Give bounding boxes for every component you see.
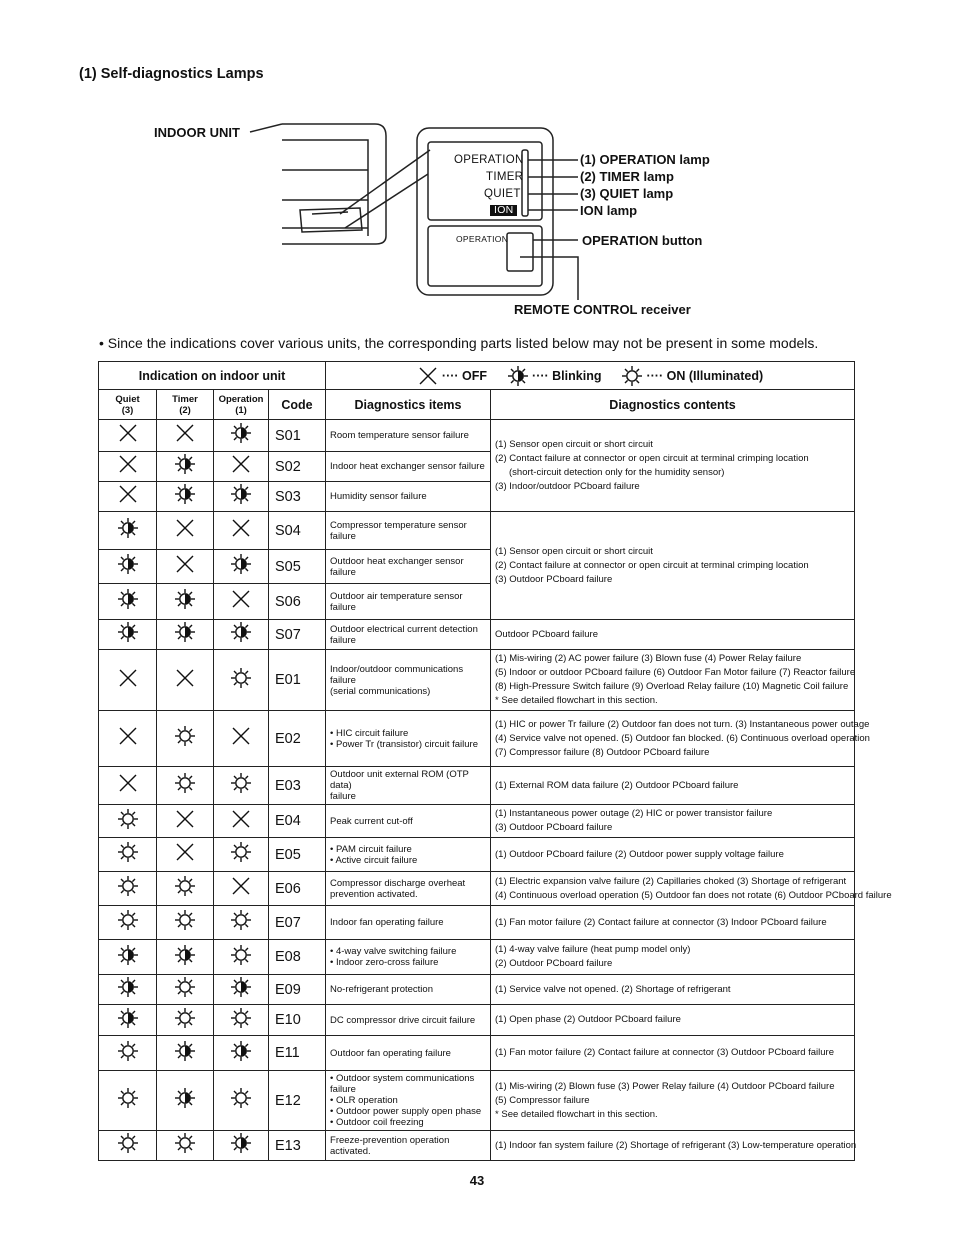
lamp-off-icon (230, 725, 252, 747)
quiet-lamp-label: (3) QUIET lamp (580, 186, 674, 201)
lamp-off-icon (174, 808, 196, 830)
operation-lamp-cell (214, 550, 269, 584)
legend-blinking-label: ···· Blinking (532, 368, 602, 383)
lamp-on-icon (117, 1087, 139, 1109)
timer-lamp-cell (157, 482, 214, 512)
diagnostics-contents-line: (1) Instantaneous power outage (2) HIC or power transistor failure (495, 808, 773, 819)
lamp-blinking-icon (230, 553, 252, 575)
panel-quiet-text: QUIET (484, 188, 521, 200)
table-row (99, 805, 855, 838)
diagnostics-contents-line: (1) Outdoor PCboard failure (2) Outdoor power supply voltage failure (495, 848, 784, 860)
lamp-on-icon (174, 1007, 196, 1029)
lamp-blinking-icon (230, 1040, 252, 1062)
lamp-blinking-icon (117, 944, 139, 966)
diagnostics-contents (491, 1005, 855, 1036)
lamp-on-icon (230, 1087, 252, 1109)
diagnostics-item-line: Freeze-prevention operation activated. (330, 1134, 450, 1157)
diagnostics-contents-line: (1) External ROM data failure (2) Outdoor PCboard failure (495, 779, 739, 791)
lamp-blinking-icon (174, 621, 196, 643)
lamp-off-icon (117, 667, 139, 689)
legend-header (326, 362, 855, 390)
lamp-blinking-icon (174, 944, 196, 966)
diagnostics-item-line: Outdoor fan operating failure (330, 1047, 451, 1059)
timer-lamp-cell (157, 650, 214, 711)
lamp-blinking-icon (174, 483, 196, 505)
lamp-on-icon (117, 808, 139, 830)
diagnostics-item-line: Compressor temperature sensor failure (330, 519, 467, 542)
diagnostics-contents (491, 975, 855, 1005)
legend-blinking (507, 365, 601, 387)
timer-lamp-cell (157, 1005, 214, 1036)
col-items: Diagnostics items (326, 390, 491, 420)
diagnostics-contents-line: (4) Service valve not opened. (5) Outdoor fan blocked. (6) Continuous overload operation (495, 732, 870, 744)
diagnostics-item-line: • Power Tr (transistor) circuit failure (330, 738, 478, 750)
diagnostics-contents (491, 767, 855, 805)
operation-lamp-cell (214, 1005, 269, 1036)
lamp-on-icon (230, 944, 252, 966)
quiet-lamp-cell (99, 711, 157, 767)
lamp-blinking-icon (117, 976, 139, 998)
operation-lamp-cell (214, 767, 269, 805)
table-row (99, 711, 855, 767)
error-code: E13 (269, 1131, 326, 1161)
lamp-off-icon (174, 553, 196, 575)
operation-lamp-label: (1) OPERATION lamp (580, 152, 710, 167)
section-title: (1) Self-diagnostics Lamps (79, 66, 264, 82)
timer-lamp-label: (2) TIMER lamp (580, 169, 674, 184)
timer-lamp-cell (157, 620, 214, 650)
operation-lamp-cell (214, 620, 269, 650)
lamp-on-icon (230, 841, 252, 863)
quiet-lamp-cell (99, 1071, 157, 1131)
diagnostics-contents-line: (5) Indoor or outdoor PCboard failure (6) Outdoor Fan Motor failure (7) Reactor failure (495, 667, 856, 678)
error-code: S04 (269, 512, 326, 550)
diagnostics-item-line: Indoor heat exchanger sensor failure (330, 461, 485, 472)
diagnostics-contents (491, 512, 855, 620)
lamp-off-icon (230, 875, 252, 897)
lamp-on-icon (117, 841, 139, 863)
diagnostics-contents-line: (1) HIC or power Tr failure (2) Outdoor fan does not turn. (3) Instantaneous power outage (495, 718, 870, 730)
col-timer-label: Timer (172, 393, 198, 405)
error-code: E10 (269, 1005, 326, 1036)
col-timer-number: (2) (179, 404, 191, 416)
error-code: S05 (269, 550, 326, 584)
table-row (99, 767, 855, 805)
error-code: E11 (269, 1036, 326, 1071)
operation-lamp-cell (214, 584, 269, 620)
lamp-blinking-icon (174, 588, 196, 610)
timer-lamp-cell (157, 767, 214, 805)
lamp-on-icon (117, 875, 139, 897)
col-timer (157, 390, 214, 420)
quiet-lamp-cell (99, 1036, 157, 1071)
operation-lamp-cell (214, 420, 269, 452)
quiet-lamp-cell (99, 1005, 157, 1036)
lamp-on-icon (174, 976, 196, 998)
quiet-lamp-cell (99, 975, 157, 1005)
table-row (99, 1071, 855, 1131)
indoor-unit-label: INDOOR UNIT (154, 125, 240, 140)
operation-lamp-cell (214, 975, 269, 1005)
table-row (99, 650, 855, 711)
lamp-off-icon (117, 725, 139, 747)
lamp-on-icon (117, 1040, 139, 1062)
panel-operation-text: OPERATION (454, 154, 524, 166)
diagnostics-contents-line: (short-circuit detection only for the humidity sensor) (509, 466, 725, 478)
diagnostics-contents (491, 940, 855, 975)
timer-lamp-cell (157, 512, 214, 550)
diagnostics-item (326, 1036, 491, 1071)
diagnostics-contents-line: (1) Service valve not opened. (2) Shortage of refrigerant (495, 983, 731, 995)
diagnostics-contents-line: (5) Compressor failure (495, 1094, 590, 1106)
diagnostics-item-line: Outdoor air temperature sensor failure (330, 590, 463, 613)
diagnostics-contents (491, 1036, 855, 1071)
page-number: 43 (469, 1173, 485, 1188)
quiet-lamp-cell (99, 512, 157, 550)
diagnostics-item-line: • Indoor zero-cross failure (330, 957, 439, 968)
diagnostics-item-line: Outdoor electrical current detection (330, 623, 478, 635)
col-code: Code (269, 390, 326, 420)
blinking-icon (507, 365, 529, 387)
panel-timer-text: TIMER (486, 171, 524, 183)
table-row (99, 838, 855, 872)
diagnostics-item (326, 420, 491, 452)
lamp-on-icon (174, 725, 196, 747)
lamp-off-icon (174, 667, 196, 689)
lamp-on-icon (174, 772, 196, 794)
diagnostics-item (326, 550, 491, 584)
table-row (99, 512, 855, 550)
error-code: E06 (269, 872, 326, 906)
table-row (99, 1131, 855, 1161)
quiet-lamp-cell (99, 767, 157, 805)
diagnostics-item-line: DC compressor drive circuit failure (330, 1014, 476, 1026)
diagnostics-item (326, 1131, 491, 1161)
lamp-on-icon (230, 667, 252, 689)
operation-button-label: OPERATION button (582, 233, 703, 248)
diagnostics-item (326, 1071, 491, 1131)
diagnostics-contents-line: (2) Contact failure at connector or open circuit at terminal crimping location (495, 452, 809, 464)
diagnostics-item (326, 512, 491, 550)
quiet-lamp-cell (99, 838, 157, 872)
lamp-blinking-icon (117, 1007, 139, 1029)
lamp-on-icon (174, 1132, 196, 1154)
lamp-off-icon (117, 772, 139, 794)
diagnostics-item-line: Indoor/outdoor communications failure (330, 663, 464, 686)
diagnostics-item (326, 805, 491, 838)
operation-lamp-cell (214, 1036, 269, 1071)
operation-lamp-cell (214, 1131, 269, 1161)
lamp-blinking-icon (230, 422, 252, 444)
lamp-on-icon (230, 909, 252, 931)
lamp-blinking-icon (230, 483, 252, 505)
diagnostics-item-line: • HIC circuit failure (330, 727, 409, 739)
diagnostics-table (98, 361, 892, 1161)
legend-on-label: ···· ON (Illuminated) (646, 368, 764, 383)
diagnostics-table-wrap (98, 361, 892, 1161)
quiet-lamp-cell (99, 1131, 157, 1161)
quiet-lamp-cell (99, 805, 157, 838)
diagnostics-contents-line: (2) Contact failure at connector or open circuit at terminal crimping location (495, 559, 809, 571)
operation-lamp-cell (214, 650, 269, 711)
diagnostics-item-line: Peak current cut-off (330, 815, 413, 827)
diagnostics-contents-line: (1) Indoor fan system failure (2) Shortage of refrigerant (3) Low-temperature operation (495, 1139, 857, 1151)
diagnostics-item-line: No-refrigerant protection (330, 984, 433, 995)
diagnostics-item-line: Outdoor heat exchanger sensor failure (330, 555, 464, 578)
diagnostics-item-line: • Outdoor power supply open phase (330, 1106, 482, 1117)
diagnostics-item (326, 940, 491, 975)
diagnostics-item-line: • 4-way valve switching failure (330, 946, 457, 957)
diagnostics-item-line: • Outdoor system communications failure (330, 1073, 475, 1095)
col-operation (214, 390, 269, 420)
legend-off (417, 365, 487, 387)
lamp-on-icon (174, 909, 196, 931)
diagnostics-contents-line: (1) Sensor open circuit or short circuit (495, 438, 653, 450)
error-code: E07 (269, 906, 326, 940)
lamp-blinking-icon (230, 1132, 252, 1154)
operation-lamp-cell (214, 711, 269, 767)
diagnostics-item-line: Compressor discharge overheat (330, 877, 466, 889)
diagnostics-contents-line: (3) Outdoor PCboard failure (495, 573, 613, 585)
lamp-off-icon (230, 808, 252, 830)
timer-lamp-cell (157, 1036, 214, 1071)
operation-lamp-cell (214, 1071, 269, 1131)
diagnostics-item-line: Indoor fan operating failure (330, 917, 444, 928)
panel-button-text: OPERATION (456, 234, 509, 244)
diagnostics-contents (491, 1071, 855, 1131)
timer-lamp-cell (157, 1131, 214, 1161)
diagnostics-contents-line: (1) Open phase (2) Outdoor PCboard failure (495, 1014, 681, 1025)
diagnostics-contents (491, 1131, 855, 1161)
error-code: S06 (269, 584, 326, 620)
diagnostics-item (326, 452, 491, 482)
lamp-off-icon (230, 517, 252, 539)
col-quiet-label: Quiet (115, 393, 140, 405)
diagnostics-contents (491, 420, 855, 512)
off-icon (417, 365, 439, 387)
error-code: E04 (269, 805, 326, 838)
diagnostics-item-line: (serial communications) (330, 685, 431, 697)
error-code: S02 (269, 452, 326, 482)
quiet-lamp-cell (99, 872, 157, 906)
lamp-off-icon (230, 588, 252, 610)
diagnostics-item (326, 711, 491, 767)
table-row (99, 975, 855, 1005)
quiet-lamp-cell (99, 452, 157, 482)
lamp-blinking-icon (117, 553, 139, 575)
error-code: E03 (269, 767, 326, 805)
diagnostics-contents-line: (1) Sensor open circuit or short circuit (495, 545, 653, 557)
table-row (99, 1005, 855, 1036)
error-code: E12 (269, 1071, 326, 1131)
diagnostics-contents-line: (1) Mis-wiring (2) Blown fuse (3) Power Relay failure (4) Outdoor PCboard failure (495, 1080, 835, 1092)
timer-lamp-cell (157, 975, 214, 1005)
lamp-blinking-icon (174, 453, 196, 475)
diagnostics-contents-line: (3) Indoor/outdoor PCboard failure (495, 480, 640, 492)
diagnostics-contents (491, 872, 892, 906)
diagnostics-item (326, 650, 491, 711)
diagnostics-contents-line: (1) Mis-wiring (2) AC power failure (3) Blown fuse (4) Power Relay failure (495, 653, 802, 664)
quiet-lamp-cell (99, 584, 157, 620)
diagnostics-contents (491, 906, 855, 940)
table-row (99, 906, 855, 940)
on-icon (621, 365, 643, 387)
table-row (99, 420, 855, 452)
operation-lamp-cell (214, 906, 269, 940)
diagnostics-item (326, 906, 491, 940)
lamp-off-icon (174, 517, 196, 539)
lamp-blinking-icon (117, 588, 139, 610)
remote-receiver-label: REMOTE CONTROL receiver (514, 302, 691, 317)
table-row (99, 1036, 855, 1071)
diagnostics-table-body (99, 420, 892, 1161)
diagnostics-contents (491, 620, 855, 650)
diagnostics-contents-line: (2) Outdoor PCboard failure (495, 958, 613, 969)
lamp-off-icon (174, 841, 196, 863)
lamp-on-icon (117, 909, 139, 931)
diagnostics-contents-line: (1) Fan motor failure (2) Contact failure at connector (3) Indoor PCboard failure (495, 916, 827, 928)
col-quiet-number: (3) (121, 404, 134, 416)
diagnostics-contents-line: Outdoor PCboard failure (495, 628, 598, 640)
diagnostics-contents-line: (7) Compressor failure (8) Outdoor PCboard failure (495, 746, 710, 758)
diagnostics-item-line: Room temperature sensor failure (330, 430, 469, 441)
diagnostics-contents-line: * See detailed flowchart in this section. (495, 1108, 658, 1120)
operation-lamp-cell (214, 512, 269, 550)
operation-lamp-cell (214, 940, 269, 975)
col-operation-label: Operation (218, 393, 264, 405)
quiet-lamp-cell (99, 550, 157, 584)
lamp-blinking-icon (230, 621, 252, 643)
diagnostics-item (326, 767, 491, 805)
col-quiet (99, 390, 157, 420)
diagnostics-item (326, 872, 491, 906)
diagnostics-contents (491, 711, 870, 767)
lamp-blinking-icon (117, 517, 139, 539)
quiet-lamp-cell (99, 620, 157, 650)
legend-off-label: ···· OFF (441, 368, 488, 383)
timer-lamp-cell (157, 940, 214, 975)
table-row (99, 940, 855, 975)
timer-lamp-cell (157, 420, 214, 452)
diagnostics-contents (491, 838, 855, 872)
models-note: • Since the indications cover various units, the corresponding parts listed below may not be present in some models. (99, 335, 819, 351)
diagnostics-item-line: • Outdoor coil freezing (330, 1117, 424, 1128)
lamp-on-icon (174, 875, 196, 897)
diagnostics-item-line: • Active circuit failure (330, 854, 418, 866)
diagnostics-item-line: Humidity sensor failure (330, 491, 427, 502)
diagnostics-item (326, 838, 491, 872)
lamp-on-icon (117, 1132, 139, 1154)
diagnostics-item-line: • PAM circuit failure (330, 843, 412, 855)
legend-on (621, 365, 763, 387)
error-code: E08 (269, 940, 326, 975)
timer-lamp-cell (157, 452, 214, 482)
diagnostics-item-line: prevention activated. (330, 888, 418, 900)
timer-lamp-cell (157, 1071, 214, 1131)
quiet-lamp-cell (99, 906, 157, 940)
panel-ion-text: ION (494, 204, 514, 216)
diagnostics-item-line: • OLR operation (330, 1095, 398, 1106)
timer-lamp-cell (157, 805, 214, 838)
diagnostics-item-line: Outdoor unit external ROM (OTP data) (330, 769, 469, 791)
diagnostics-item (326, 1005, 491, 1036)
lamp-on-icon (230, 1007, 252, 1029)
error-code: S07 (269, 620, 326, 650)
operation-lamp-cell (214, 452, 269, 482)
ion-lamp-label: ION lamp (580, 203, 638, 218)
quiet-lamp-cell (99, 482, 157, 512)
diagnostics-item-line: failure (330, 634, 356, 646)
diagnostics-contents (491, 650, 855, 711)
diagnostics-item (326, 975, 491, 1005)
operation-lamp-cell (214, 805, 269, 838)
diagnostics-contents-line: (1) Electric expansion valve failure (2) Capillaries choked (3) Shortage of refrigerant (495, 875, 847, 887)
timer-lamp-cell (157, 872, 214, 906)
lamp-blinking-icon (230, 976, 252, 998)
timer-lamp-cell (157, 550, 214, 584)
indication-header: Indication on indoor unit (99, 362, 326, 390)
lamp-off-icon (230, 453, 252, 475)
diagnostics-contents-line: (8) High-Pressure Switch failure (9) Overload Relay failure (10) Magnetic Coil failure (495, 681, 849, 692)
lamp-off-icon (117, 453, 139, 475)
table-row (99, 620, 855, 650)
timer-lamp-cell (157, 906, 214, 940)
operation-lamp-cell (214, 872, 269, 906)
error-code: E01 (269, 650, 326, 711)
quiet-lamp-cell (99, 420, 157, 452)
lamp-blinking-icon (174, 1087, 196, 1109)
error-code: E02 (269, 711, 326, 767)
diagnostics-item (326, 620, 491, 650)
col-operation-number: (1) (235, 404, 247, 416)
lamp-on-icon (230, 772, 252, 794)
diagnostics-contents (491, 805, 855, 838)
diagnostics-contents-line: (1) Fan motor failure (2) Contact failure at connector (3) Outdoor PCboard failure (495, 1047, 835, 1058)
diagnostics-item-line: failure (330, 791, 356, 802)
timer-lamp-cell (157, 584, 214, 620)
table-row (99, 872, 855, 906)
quiet-lamp-cell (99, 940, 157, 975)
indoor-unit-diagram (0, 0, 954, 330)
diagnostics-item (326, 584, 491, 620)
error-code: E09 (269, 975, 326, 1005)
col-contents: Diagnostics contents (491, 390, 855, 420)
diagnostics-contents-line: * See detailed flowchart in this section. (495, 695, 658, 706)
diagnostics-item (326, 482, 491, 512)
operation-lamp-cell (214, 838, 269, 872)
lamp-blinking-icon (174, 1040, 196, 1062)
quiet-lamp-cell (99, 650, 157, 711)
error-code: S01 (269, 420, 326, 452)
lamp-off-icon (117, 483, 139, 505)
operation-lamp-cell (214, 482, 269, 512)
error-code: E05 (269, 838, 326, 872)
diagnostics-contents-line: (4) Continuous overload operation (5) Outdoor fan does not rotate (6) Outdoor PCboard failure (495, 889, 892, 901)
diagnostics-contents-line: (3) Outdoor PCboard failure (495, 822, 613, 833)
lamp-blinking-icon (117, 621, 139, 643)
timer-lamp-cell (157, 711, 214, 767)
timer-lamp-cell (157, 838, 214, 872)
lamp-off-icon (117, 422, 139, 444)
lamp-off-icon (174, 422, 196, 444)
diagnostics-contents-line: (1) 4-way valve failure (heat pump model only) (495, 944, 691, 955)
error-code: S03 (269, 482, 326, 512)
